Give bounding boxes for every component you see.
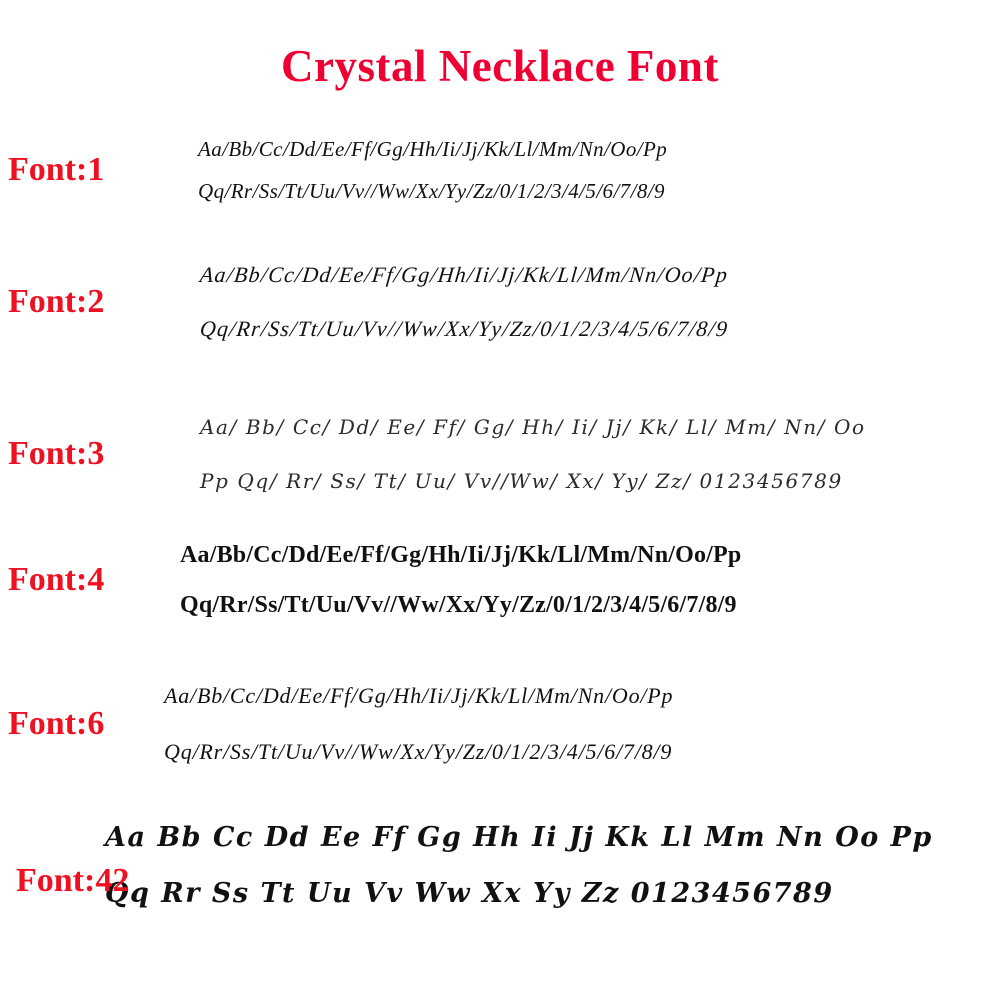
font-row-4-line-1: Aa/Bb/Cc/Dd/Ee/Ff/Gg/Hh/Ii/Jj/Kk/Ll/Mm/Nn/Oo/Pp <box>180 542 742 568</box>
font-row-4-label: Font:4 <box>8 561 105 598</box>
font-row-1-line-2: Qq/Rr/Ss/Tt/Uu/Vv//Ww/Xx/Yy/Zz/0/1/2/3/4/5/6/7/8/9 <box>198 179 665 203</box>
font-row-6-sample <box>160 668 1000 780</box>
font-row-6-line-1: Aa/Bb/Cc/Dd/Ee/Ff/Gg/Hh/Ii/Jj/Kk/Ll/Mm/Nn/Oo/Pp <box>164 683 674 708</box>
font-row-42 <box>0 810 1000 922</box>
font-row-4-line-2: Qq/Rr/Ss/Tt/Uu/Vv//Ww/Xx/Yy/Zz/0/1/2/3/4/5/6/7/8/9 <box>180 592 737 618</box>
font-row-2-sample <box>188 248 1000 356</box>
font-row-3-line-1: Aa/ Bb/ Cc/ Dd/ Ee/ Ff/ Gg/ Hh/ Ii/ Jj/ Kk/ Ll/ Mm/ Nn/ Oo <box>200 415 866 439</box>
font-row-42-label: Font:42 <box>16 862 130 899</box>
font-row-42-line-2: Qq Rr Ss Tt Uu Vv Ww Xx Yy Zz 0123456789 <box>105 878 834 909</box>
font-row-4 <box>0 530 1000 630</box>
font-row-1-line-1: Aa/Bb/Cc/Dd/Ee/Ff/Gg/Hh/Ii/Jj/Kk/Ll/Mm/Nn/Oo/Pp <box>198 137 668 161</box>
font-row-1 <box>0 128 1000 212</box>
font-row-3-line-2: Pp Qq/ Rr/ Ss/ Tt/ Uu/ Vv//Ww/ Xx/ Yy/ Zz/ 0123456789 <box>200 469 843 493</box>
font-row-4-sample <box>176 530 1000 630</box>
font-row-2-line-1: Aa/Bb/Cc/Dd/Ee/Ff/Gg/Hh/Ii/Jj/Kk/Ll/Mm/Nn/Oo/Pp <box>198 262 730 287</box>
font-row-42-line-1: Aa Bb Cc Dd Ee Ff Gg Hh Ii Jj Kk Ll Mm Nn Oo Pp <box>105 822 933 853</box>
font-row-3-sample <box>188 400 1000 508</box>
font-row-6-label: Font:6 <box>8 705 105 742</box>
font-row-6 <box>0 668 1000 780</box>
font-row-1-label: Font:1 <box>8 151 105 188</box>
font-row-2-line-2: Qq/Rr/Ss/Tt/Uu/Vv//Ww/Xx/Yy/Zz/0/1/2/3/4/5/6/7/8/9 <box>198 316 730 341</box>
font-row-2-label: Font:2 <box>8 283 105 320</box>
font-row-2 <box>0 248 1000 356</box>
page-title: Crystal Necklace Font <box>281 41 719 91</box>
font-row-1-sample <box>188 128 1000 212</box>
font-row-3-label: Font:3 <box>8 435 105 472</box>
font-row-42-sample <box>0 810 1000 922</box>
font-row-3 <box>0 400 1000 508</box>
font-row-6-line-2: Qq/Rr/Ss/Tt/Uu/Vv//Ww/Xx/Yy/Zz/0/1/2/3/4/5/6/7/8/9 <box>164 739 673 764</box>
